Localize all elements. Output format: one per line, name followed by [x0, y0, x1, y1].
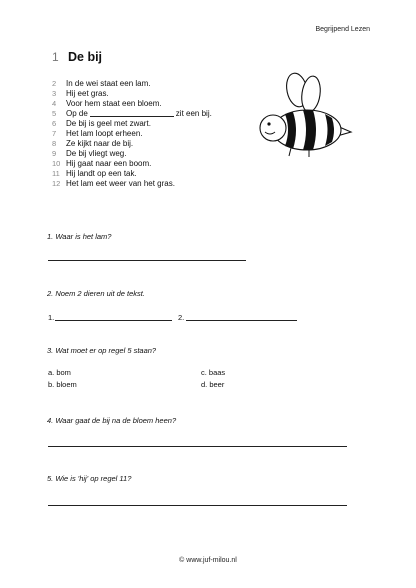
footer-copyright: © www.juf-milou.nl [179, 557, 237, 564]
answer-line-2a[interactable] [55, 320, 172, 321]
bee-eye [267, 122, 270, 125]
line-text: In de wei staat een lam. [66, 78, 151, 88]
story-title [52, 50, 102, 64]
header-label: Begrijpend Lezen [315, 26, 370, 33]
story-line [52, 88, 212, 98]
line-number: 3 [52, 88, 57, 98]
story-line [52, 118, 212, 128]
line-text: Hij gaat naar een boom. [66, 159, 152, 169]
story-line [52, 159, 212, 169]
line-number: 10 [52, 159, 61, 169]
story-line [52, 128, 212, 138]
question-3: 3. Wat moet er op regel 5 staan? [47, 346, 157, 355]
line-number: 8 [52, 139, 57, 149]
bee-head [260, 115, 286, 141]
story-line [52, 98, 212, 108]
option-b[interactable]: b. bloem [48, 380, 77, 389]
line-number: 2 [52, 78, 57, 88]
answer-line-5[interactable] [48, 505, 347, 506]
answer-line-4[interactable] [48, 446, 347, 447]
line-number: 4 [52, 98, 57, 108]
answer-line-1[interactable] [48, 260, 246, 261]
story-line [52, 139, 212, 149]
line-text: Voor hem staat een bloem. [66, 98, 162, 108]
option-c[interactable]: c. baas [201, 368, 226, 377]
option-a[interactable]: a. bom [48, 368, 71, 377]
line-text: De bij vliegt weg. [66, 149, 127, 159]
story-line [52, 179, 212, 189]
option-d[interactable]: d. beer [201, 380, 225, 389]
answer-2-label-a: 1. [48, 313, 55, 322]
line-text: De bij is geel met zwart. [66, 118, 151, 128]
question-2: 2. Noem 2 dieren uit de tekst. [47, 289, 145, 298]
line-number: 12 [52, 179, 61, 189]
line-number: 7 [52, 129, 57, 139]
story-line [52, 169, 212, 179]
line-text-after-blank: zit een bij. [175, 108, 212, 118]
story-line [52, 108, 212, 118]
answer-line-2b[interactable] [186, 320, 297, 321]
line-text: Ze kijkt naar de bij. [66, 139, 134, 149]
line-text-before-blank: Op de [66, 108, 88, 118]
line-text: Hij landt op een tak. [66, 169, 137, 179]
title-line-number: 1 [52, 50, 59, 64]
question-5: 5. Wie is 'hij' op regel 11? [47, 474, 132, 483]
line-number: 9 [52, 149, 57, 159]
fill-in-blank[interactable] [90, 109, 174, 117]
question-4: 4. Waar gaat de bij na de bloem heen? [47, 416, 177, 425]
line-text: Het lam eet weer van het gras. [66, 179, 175, 189]
line-number: 11 [52, 169, 60, 179]
line-text: Het lam loopt erheen. [66, 129, 143, 139]
story-line [52, 149, 212, 159]
line-text: Hij eet gras. [66, 88, 109, 98]
title-text: De bij [68, 50, 103, 64]
story-line [52, 78, 212, 88]
question-1: 1. Waar is het lam? [47, 232, 112, 241]
line-number: 5 [52, 108, 57, 118]
bee-leg [289, 148, 291, 156]
bee-illustration [255, 64, 355, 159]
story-lines [52, 78, 212, 189]
line-number: 6 [52, 118, 57, 128]
answer-2-label-b: 2. [178, 313, 185, 322]
